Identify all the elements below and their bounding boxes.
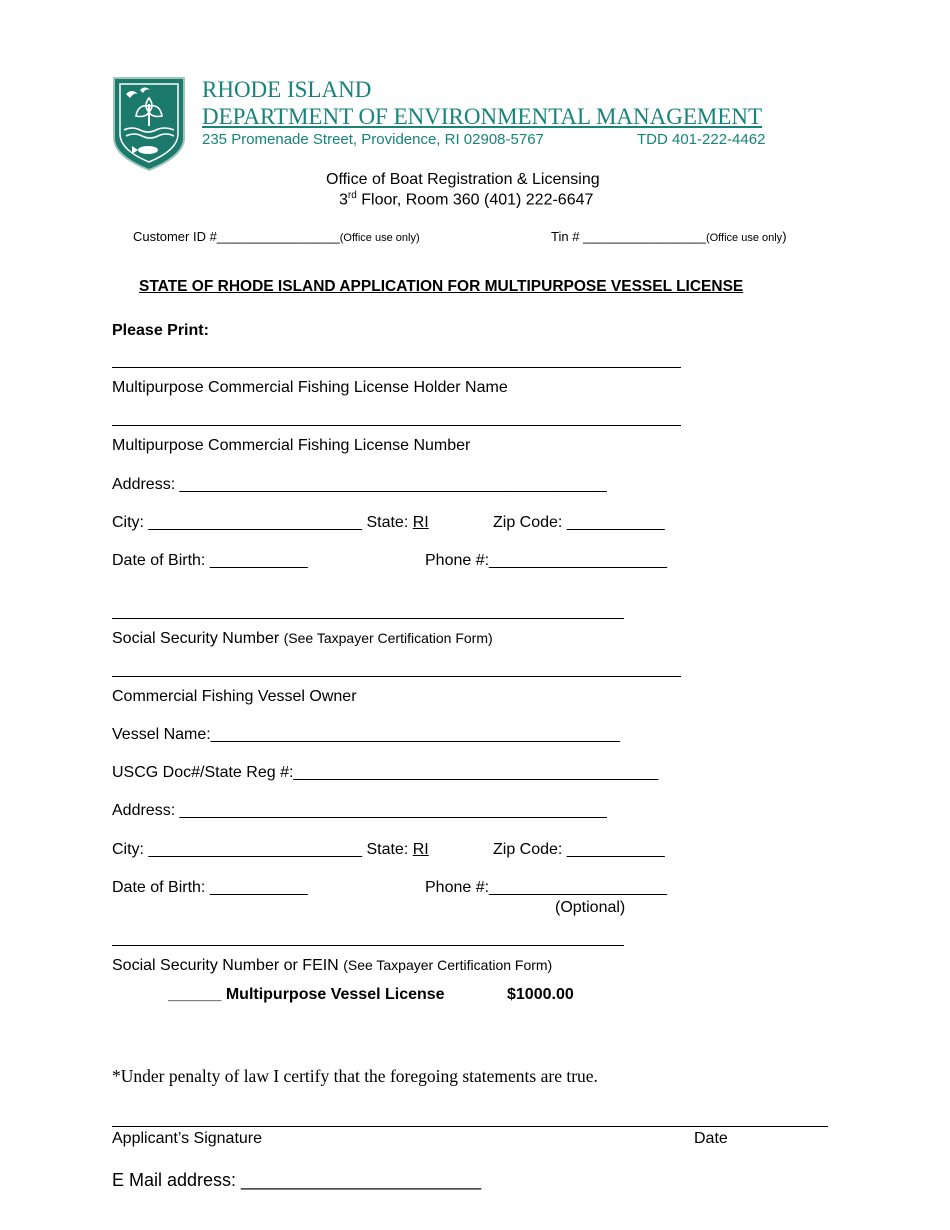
dem-logo <box>112 76 186 172</box>
agency-tdd: TDD 401-222-4462 <box>637 131 766 148</box>
license-number-label: Multipurpose Commercial Fishing License Number <box>112 437 471 454</box>
phone-field[interactable]: Phone #:____________________ <box>425 552 668 569</box>
license-fee: $1000.00 <box>507 986 574 1003</box>
vessel-owner-line[interactable] <box>112 676 681 677</box>
vessel-owner-label: Commercial Fishing Vessel Owner <box>112 688 357 705</box>
agency-name: RHODE ISLAND <box>202 77 372 102</box>
optional-note: (Optional) <box>555 899 626 916</box>
tin-field: Tin # _________________(Office use only) <box>551 229 787 244</box>
uscg-field[interactable]: USCG Doc#/State Reg #:_________________________________________ <box>112 764 659 781</box>
ssn-label: Social Security Number (See Taxpayer Certification Form) <box>112 630 493 647</box>
vessel-zip-field[interactable]: Zip Code: ___________ <box>493 841 665 858</box>
signature-label: Applicant’s Signature <box>112 1130 263 1147</box>
certification-statement: *Under penalty of law I certify that the foregoing statements are true. <box>112 1066 598 1086</box>
customer-id-field: Customer ID #_________________(Office use only) <box>133 229 420 244</box>
state-value: RI <box>412 514 429 531</box>
license-number-line[interactable] <box>112 425 681 426</box>
email-field[interactable]: E Mail address: ________________________ <box>112 1170 482 1190</box>
holder-name-label: Multipurpose Commercial Fishing License Holder Name <box>112 379 508 396</box>
vessel-city-field[interactable]: City: ________________________ <box>112 841 367 858</box>
city-field[interactable]: City: ________________________ <box>112 514 367 531</box>
signature-line[interactable] <box>112 1126 828 1127</box>
office-name: Office of Boat Registration & Licensing <box>326 171 600 188</box>
vessel-address-field[interactable]: Address: ________________________________________________ <box>112 802 607 819</box>
holder-name-line[interactable] <box>112 367 681 368</box>
form-title: STATE OF RHODE ISLAND APPLICATION FOR MULTIPURPOSE VESSEL LICENSE <box>139 278 744 295</box>
please-print-label: Please Print: <box>112 322 209 339</box>
dob-field[interactable]: Date of Birth: ___________ <box>112 552 308 569</box>
date-label: Date <box>694 1130 728 1147</box>
zip-field[interactable]: Zip Code: ___________ <box>493 514 665 531</box>
city-state-zip-row: City: ________________________ State: RI <box>112 514 429 531</box>
vessel-state-value: RI <box>412 841 429 858</box>
vessel-dob-field[interactable]: Date of Birth: ___________ <box>112 879 308 896</box>
vessel-name-field[interactable]: Vessel Name:______________________________________________ <box>112 726 621 743</box>
office-location: 3rd Floor, Room 360 (401) 222-6647 <box>339 190 594 209</box>
vessel-license-option[interactable]: ______ Multipurpose Vessel License <box>168 986 445 1003</box>
department-name: DEPARTMENT OF ENVIRONMENTAL MANAGEMENT <box>202 104 763 129</box>
ssn-line[interactable] <box>112 618 624 619</box>
vessel-phone-field[interactable]: Phone #:____________________ <box>425 879 668 896</box>
agency-address: 235 Promenade Street, Providence, RI 02908-5767 <box>202 131 544 148</box>
fein-label: Social Security Number or FEIN (See Taxpayer Certification Form) <box>112 957 553 974</box>
vessel-city-state-zip-row: City: ________________________ State: RI <box>112 841 429 858</box>
fein-line[interactable] <box>112 945 624 946</box>
address-field[interactable]: Address: ________________________________________________ <box>112 476 607 493</box>
